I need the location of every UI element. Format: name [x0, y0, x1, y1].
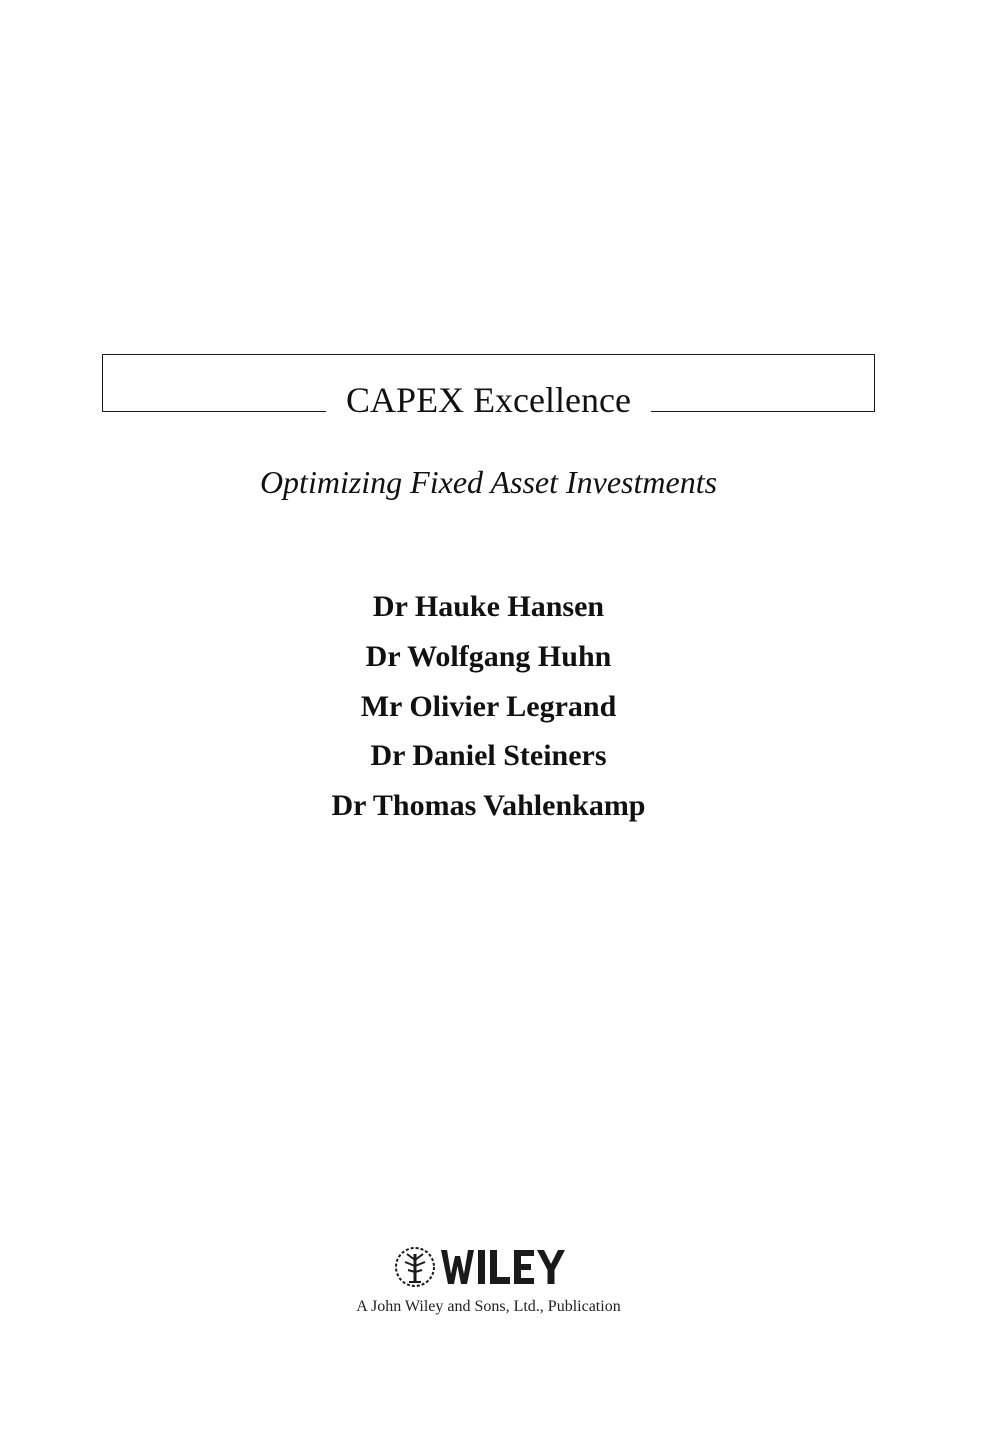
author-name: Mr Olivier Legrand — [360, 689, 617, 723]
author-name: Dr Thomas Vahlenkamp — [331, 789, 646, 822]
author-name: Dr Wolfgang Huhn — [365, 639, 612, 673]
author-list — [0, 582, 977, 831]
book-title — [0, 378, 977, 422]
author-name: Dr Daniel Steiners — [370, 739, 607, 773]
book-subtitle: Optimizing Fixed Asset Investments — [259, 464, 718, 500]
book-title-text: CAPEX Excellence — [326, 380, 651, 420]
publisher-line: A John Wiley and Sons, Ltd., Publication — [356, 1298, 621, 1315]
publisher-logo — [393, 1242, 585, 1292]
author-name: Dr Hauke Hansen — [372, 590, 605, 623]
wiley-tree-seal-icon — [393, 1242, 585, 1292]
